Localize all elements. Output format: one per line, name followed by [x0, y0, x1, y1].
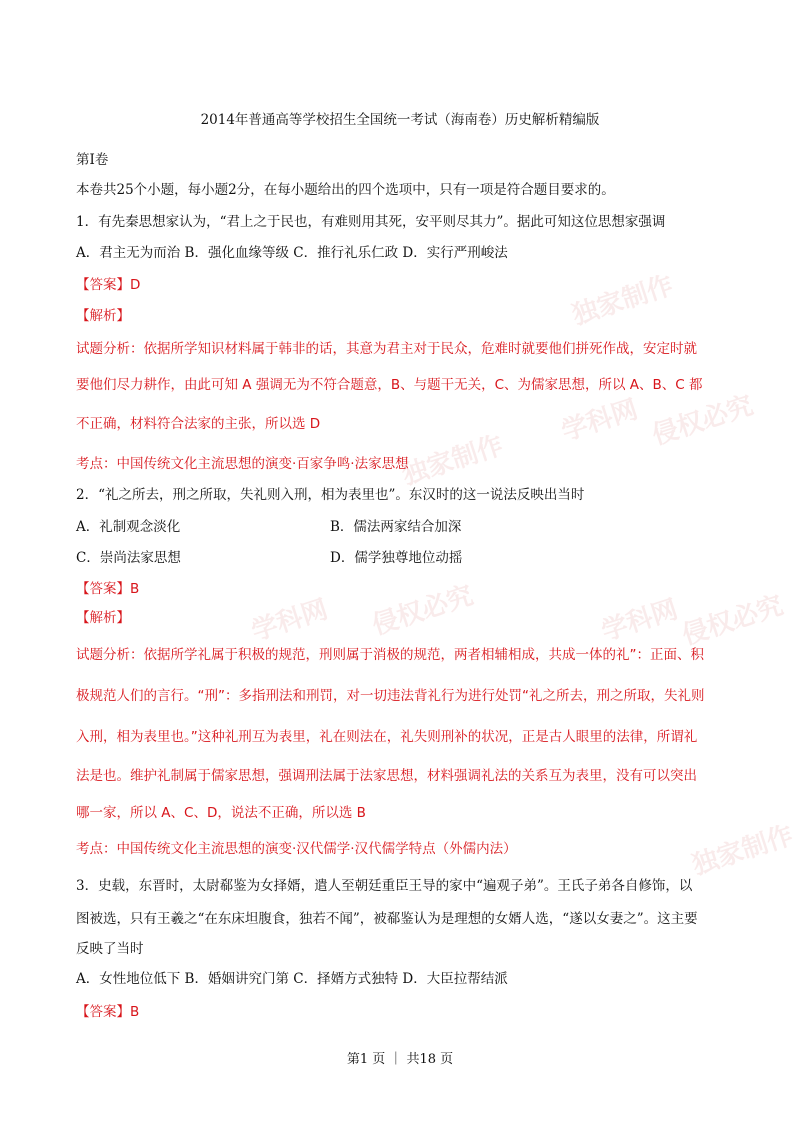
answer-value: D	[130, 277, 141, 293]
answer-label: 【答案】	[76, 581, 130, 597]
option-d: D．儒学独尊地位动摇	[330, 550, 463, 566]
watermark: 学科网	[598, 594, 682, 648]
question-2-answer	[76, 577, 139, 597]
watermark: 侵权必究	[648, 390, 757, 452]
question-2-analysis-line: 入刑，相为表里也。”这种礼刑互为表里，礼在则法在，礼失则刑补的状况，正是古人眼里的法律，所谓礼	[76, 729, 698, 745]
question-2-options-row	[76, 546, 463, 566]
option-c: C．崇尚法家思想	[76, 550, 181, 566]
watermark: 侵权必究	[678, 590, 787, 652]
question-2-analysis-line: 法是也。维护礼制属于儒家思想，强调刑法属于法家思想，材料强调礼法的关系互为表里，没有可以突出	[76, 768, 697, 784]
analysis-label: 【解析】	[76, 610, 130, 626]
answer-label: 【答案】	[76, 277, 130, 293]
question-1-analysis-line: 不正确，材料符合法家的主张，所以选 D	[76, 416, 321, 432]
question-3-answer	[76, 1000, 139, 1020]
analysis-label: 【解析】	[76, 308, 130, 324]
watermark: 独家制作	[398, 430, 507, 492]
question-1-options: A．君主无为而治 B．强化血缘等级 C．推行礼乐仁政 D．实行严刑峻法	[76, 245, 508, 261]
question-3-stem-line: 3．史载，东晋时，太尉郗鉴为女择婿，遣人至朝廷重臣王导的家中“遍观子弟”。王氏子弟各自修饰，以	[76, 878, 693, 894]
question-1-analysis-line: 要他们尽力耕作，由此可知 A 强调无为不符合题意，B、与题干无关，C、为儒家思想，所以 A、B、C 都	[76, 377, 703, 393]
question-1-knowledge-point: 考点：中国传统文化主流思想的演变·百家争鸣·法家思想	[76, 456, 409, 472]
question-2-options-row	[76, 515, 462, 535]
question-2-analysis-line: 极规范人们的言行。“刑”：多指刑法和刑罚，对一切违法背礼行为进行处罚“礼之所去，刑之所取，失礼则	[76, 688, 705, 704]
answer-label: 【答案】	[76, 1004, 130, 1020]
watermark: 学科网	[558, 394, 642, 448]
question-3-stem-line: 反映了当时	[76, 941, 144, 957]
intro-text: 本卷共25个小题，每小题2分，在每小题给出的四个选项中，只有一项是符合题目要求的。	[76, 182, 615, 198]
watermark: 独家制作	[688, 820, 797, 882]
question-1-stem: 1．有先秦思想家认为，“君上之于民也，有难则用其死，安平则尽其力”。据此可知这位思想家强调	[76, 214, 666, 230]
answer-value: B	[130, 1004, 140, 1020]
question-2-analysis-line: 哪一家，所以 A、C、D，说法不正确，所以选 B	[76, 805, 366, 821]
question-2-knowledge-point: 考点：中国传统文化主流思想的演变·汉代儒学·汉代儒学特点（外儒内法）	[76, 841, 517, 857]
section-heading: 第Ⅰ卷	[76, 152, 109, 168]
question-1-analysis-line: 试题分析：依据所学知识材料属于韩非的话，其意为君主对于民众，危难时就要他们拼死作战，安定时就	[76, 341, 697, 357]
watermark: 学科网	[248, 594, 332, 648]
watermark: 侵权必究	[368, 580, 477, 642]
question-2-analysis-line: 试题分析：依据所学礼属于积极的规范，刑则属于消极的规范，两者相辅相成，共成一体的礼”：正面、积	[76, 647, 704, 663]
question-3-stem-line: 图被选，只有王羲之“在东床坦腹食，独若不闻”，被郗鉴认为是理想的女婿人选，“遂以女妻之”。这主要	[76, 911, 698, 927]
option-a: A．礼制观念淡化	[76, 519, 181, 535]
question-2-stem: 2．“礼之所去，刑之所取，失礼则入刑，相为表里也”。东汉时的这一说法反映出当时	[76, 487, 585, 503]
page-title: 2014年普通高等学校招生全国统一考试（海南卷）历史解析精编版	[200, 112, 600, 128]
question-1-answer	[76, 273, 140, 293]
question-3-options: A．女性地位低下 B．婚姻讲究门第 C．择婿方式独特 D．大臣拉帮结派	[76, 971, 508, 987]
watermark: 独家制作	[568, 270, 677, 332]
option-b: B．儒法两家结合加深	[330, 519, 462, 535]
page-footer: 第1 页 ｜ 共18 页	[346, 1052, 454, 1067]
answer-value: B	[130, 581, 140, 597]
